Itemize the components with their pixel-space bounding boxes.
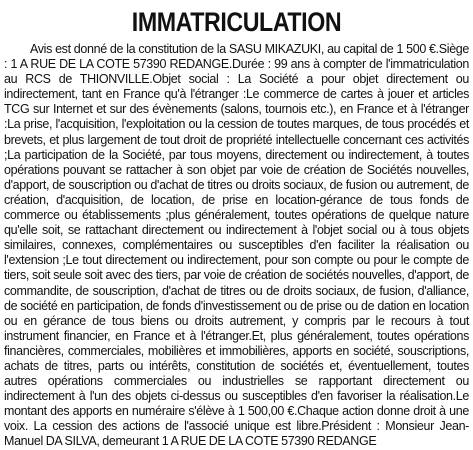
notice-title: IMMATRICULATION [131, 7, 342, 37]
notice-body: Avis est donné de la constitution de la SASU MIKAZUKI, au capital de 1 500 €.Siège : 1 A RUE DE LA COTE 57390 REDANGE.Durée : 99 ans à compter de l'immatriculation au RCS de THIONVILLE.Objet social : La Société a pour objet directement ou indirectement, tant en France qu'à l'étranger :Le commerce de cartes à jouer et articles TCG sur Internet et sur des évènements (salons, tournois etc.), en France et à l'étranger :La prise, l'acquisition, l'exploitation ou la cession de toutes marques, de tous procédés et brevets, et plus largement de tout droit de propriété intellectuelle concernant ces activités ;La participation de la Société, par tous moyens, directement ou indirectement, à toutes opérations pouvant se rattacher à son objet par voie de création de Sociétés nouvelles, d'apport, de souscription ou d'achat de titres ou droits sociaux, de fusion ou autrement, de création, d'acquisition, de location, de prise en location-gérance de tous fonds de commerce ou établissements ;plus généralement, toutes opérations de quelque nature qu'elle soit, se rattachant directement ou indirectement à l'objet social ou à tous objets similaires, connexes, complémentaires ou susceptibles d'en faciliter la réalisation ou l'extension ;Le tout directement ou indirectement, pour son compte ou pour le compte de tiers, soit seule soit avec des tiers, par voie de création de sociétés nouvelles, d'apport, de commandite, de souscription, d'achat de titres ou de droits sociaux, de fusion, d'alliance, de société en participation, de fonds d'investissement ou de prise ou de dation en location ou en gérance de tous biens ou droits autrement, y compris par le recours à tout instrument financier, en France et à l'étranger.Et, plus généralement, toutes opérations financières, commerciales, mobilières et immobilières, apports en société, souscriptions, achats de titres, parts ou intérêts, constitution de sociétés et, éventuellement, toutes autres opérations commerciales ou industrielles se rapportant directement ou indirectement à l'un des objets ci-dessus ou susceptibles d'en favoriser la réalisation.Le montant des apports en numéraire s'élève à 1 500,00 €.Chaque action donne droit à une voix. La cession des actions de l'associé unique est libre.Président : Monsieur Jean-Manuel DA SILVA, demeurant 1 A RUE DE LA COTE 57390 REDANGE [4, 42, 469, 449]
